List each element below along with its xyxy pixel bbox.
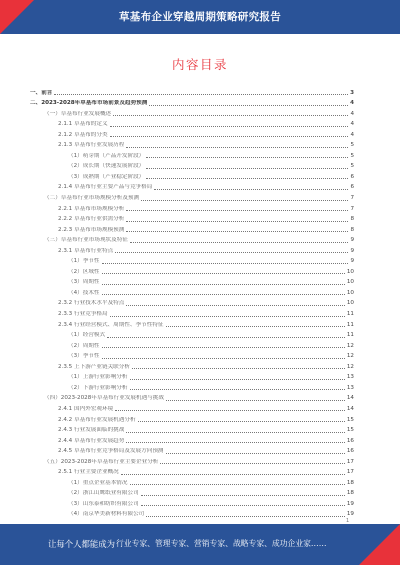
toc-dot-leader xyxy=(166,400,345,401)
toc-entry-text: 2.2.2 草基布行业供需分析 xyxy=(58,216,125,223)
toc-entry-text: 2.2.1 草基布市场规模分析 xyxy=(58,205,125,212)
table-of-contents xyxy=(30,86,354,518)
toc-entry-text: （4）技术性 xyxy=(68,289,100,296)
toc-dot-leader xyxy=(146,168,348,169)
toc-dot-leader xyxy=(126,210,348,211)
toc-entry-page: 9 xyxy=(350,237,354,244)
toc-dot-leader xyxy=(132,368,345,369)
footer-tagline: 行业专家、管理专家、营销专家、战略专家、成功企业家…… xyxy=(116,539,327,548)
toc-entry-page: 18 xyxy=(346,479,354,486)
toc-entry-text: 2.1.4 草基布行业主要产品与竞争格局 xyxy=(58,184,153,191)
toc-entry[interactable] xyxy=(30,265,354,276)
toc-entry[interactable] xyxy=(30,107,354,118)
toc-entry[interactable] xyxy=(30,497,354,508)
toc-entry-page: 11 xyxy=(346,311,354,318)
toc-entry[interactable] xyxy=(30,128,354,139)
toc-entry-text: （4）南京华美新材料有限公司 xyxy=(68,511,145,518)
toc-entry-text: （3）季节性 xyxy=(68,353,100,360)
toc-entry-page: 4 xyxy=(350,121,354,128)
toc-entry-page: 16 xyxy=(346,448,354,455)
header-bar xyxy=(0,0,400,34)
toc-entry[interactable] xyxy=(30,329,354,340)
toc-entry[interactable] xyxy=(30,381,354,392)
toc-entry-page: 7 xyxy=(350,195,354,202)
toc-entry-text: 2.3.5 上下游产业链关联分析 xyxy=(58,363,130,370)
toc-dot-leader xyxy=(126,432,345,433)
toc-entry[interactable] xyxy=(30,413,354,424)
toc-entry[interactable] xyxy=(30,286,354,297)
toc-entry-text: （1）萌芽期（产品开发阶段） xyxy=(68,152,145,159)
toc-dot-leader xyxy=(138,421,345,422)
toc-entry[interactable] xyxy=(30,371,354,382)
toc-entry-page: 12 xyxy=(346,342,354,349)
toc-dot-leader xyxy=(141,505,345,506)
toc-dot-leader xyxy=(166,326,345,327)
toc-entry-text: 二、2023-2028年草基布市场前景及趋势预测 xyxy=(30,100,148,107)
toc-entry-page: 15 xyxy=(346,416,354,423)
toc-entry-text: 2.4.1 国内外宏观环境 xyxy=(58,405,114,412)
toc-dot-leader xyxy=(160,463,344,464)
toc-entry[interactable] xyxy=(30,434,354,445)
toc-dot-leader xyxy=(126,221,348,222)
toc-entry[interactable] xyxy=(30,350,354,361)
toc-entry[interactable] xyxy=(30,213,354,224)
toc-dot-leader xyxy=(121,474,345,475)
toc-entry-text: 2.1.3 草基布行业发展历程 xyxy=(58,142,125,149)
toc-entry[interactable] xyxy=(30,234,354,245)
toc-entry-text: （二）草基布行业市场规模分析及预测 xyxy=(44,195,140,202)
toc-entry-page: 8 xyxy=(350,216,354,223)
toc-entry-text: （3）周期性 xyxy=(68,279,100,286)
toc-dot-leader xyxy=(130,389,345,390)
toc-entry[interactable] xyxy=(30,181,354,192)
toc-entry-text: （3）山东泰和纺织有限公司 xyxy=(68,500,139,507)
toc-dot-leader xyxy=(54,94,348,95)
toc-dot-leader xyxy=(102,284,345,285)
toc-entry-page: 17 xyxy=(346,469,354,476)
toc-entry-page: 4 xyxy=(350,110,354,117)
toc-entry-text: （1）经营模式 xyxy=(68,332,106,339)
toc-entry-page: 17 xyxy=(346,458,354,465)
toc-entry-text: 2.1.2 草基布的分类 xyxy=(58,131,108,138)
toc-entry[interactable] xyxy=(30,360,354,371)
toc-entry-page: 4 xyxy=(350,131,354,138)
toc-dot-leader xyxy=(146,157,348,158)
toc-entry-text: （1）季节性 xyxy=(68,258,100,265)
toc-entry-page: 13 xyxy=(346,374,354,381)
toc-heading: 内容目录 xyxy=(171,57,228,72)
toc-dot-leader xyxy=(141,495,345,496)
toc-entry-text: 2.4.2 草基布行业发展机遇分析 xyxy=(58,416,136,423)
toc-entry[interactable] xyxy=(30,86,354,97)
toc-dot-leader xyxy=(102,347,345,348)
toc-entry-page: 6 xyxy=(350,184,354,191)
toc-dot-leader xyxy=(149,105,348,106)
toc-dot-leader xyxy=(115,410,345,411)
toc-entry-text: 2.5.1 行业主要企业概况 xyxy=(58,469,119,476)
toc-entry-text: （四）2023-2028年草基布行业发展机遇与挑战 xyxy=(44,395,164,402)
toc-dot-leader xyxy=(102,358,345,359)
toc-entry-page: 15 xyxy=(346,427,354,434)
toc-entry[interactable] xyxy=(30,455,354,466)
toc-entry-page: 7 xyxy=(350,205,354,212)
toc-dot-leader xyxy=(110,126,349,127)
toc-entry[interactable] xyxy=(30,118,354,129)
toc-entry-page: 8 xyxy=(350,226,354,233)
toc-entry-page: 4 xyxy=(350,100,354,107)
footer-accent-triangle xyxy=(359,524,400,565)
toc-entry[interactable] xyxy=(30,476,354,487)
toc-dot-leader xyxy=(166,453,345,454)
footer-slogan: 让每个人都能成为 xyxy=(48,539,115,549)
toc-entry-text: （2）成长期（快速发展阶段） xyxy=(68,163,145,170)
toc-entry-text: （1）重点企业基本情况 xyxy=(68,479,128,486)
toc-dot-leader xyxy=(130,242,349,243)
toc-entry-text: （2）周期性 xyxy=(68,342,100,349)
toc-entry-text: （1）上游行业影响分析 xyxy=(68,374,128,381)
toc-entry[interactable] xyxy=(30,255,354,266)
toc-entry-page: 11 xyxy=(346,332,354,339)
toc-entry-page: 12 xyxy=(346,353,354,360)
toc-entry[interactable] xyxy=(30,139,354,150)
toc-entry-page: 3 xyxy=(350,89,354,96)
toc-dot-leader xyxy=(110,316,345,317)
toc-dot-leader xyxy=(126,231,348,232)
toc-dot-leader xyxy=(102,263,349,264)
toc-dot-leader xyxy=(107,337,345,338)
toc-entry-page: 10 xyxy=(346,289,354,296)
toc-dot-leader xyxy=(113,115,348,116)
toc-entry-text: （3）成熟期（产业稳定阶段） xyxy=(68,173,145,180)
toc-entry[interactable] xyxy=(30,392,354,403)
toc-entry[interactable] xyxy=(30,244,354,255)
toc-entry-text: 2.3.4 行业经营模式、周期性、季节性特征 xyxy=(58,321,164,328)
toc-entry-text: 2.1.1 草基布的定义 xyxy=(58,121,108,128)
report-title: 草基布企业穿越周期策略研究报告 xyxy=(119,11,281,23)
toc-entry-text: 2.4.5 草基布行业竞争格局及发展方向预测 xyxy=(58,448,164,455)
toc-entry-page: 14 xyxy=(346,405,354,412)
toc-dot-leader xyxy=(102,294,345,295)
toc-entry-page: 18 xyxy=(346,490,354,497)
toc-entry-page: 19 xyxy=(346,511,354,518)
toc-entry-text: （三）草基布行业市场现状及特征 xyxy=(44,237,128,244)
toc-entry[interactable] xyxy=(30,339,354,350)
toc-entry[interactable] xyxy=(30,160,354,171)
toc-dot-leader xyxy=(154,189,348,190)
toc-entry-text: 2.3.1 草基布行业特点 xyxy=(58,247,114,254)
toc-entry[interactable] xyxy=(30,223,354,234)
toc-entry-text: 2.4.3 行业发展面临的挑战 xyxy=(58,427,125,434)
toc-entry-text: （一）草基布行业发展概述 xyxy=(44,110,112,117)
toc-dot-leader xyxy=(130,379,345,380)
toc-entry-page: 11 xyxy=(346,321,354,328)
toc-entry-page: 6 xyxy=(350,173,354,180)
toc-entry-text: （五）2023-2028年草基布行业主要企业分析 xyxy=(44,458,159,465)
toc-entry[interactable] xyxy=(30,424,354,435)
toc-entry-page: 5 xyxy=(350,152,354,159)
toc-entry-page: 10 xyxy=(346,300,354,307)
toc-entry-page: 10 xyxy=(346,279,354,286)
toc-entry-text: 2.3.3 行业竞争格局 xyxy=(58,311,108,318)
toc-entry-page: 10 xyxy=(346,268,354,275)
toc-entry[interactable] xyxy=(30,318,354,329)
toc-entry-text: 2.4.4 草基布行业发展趋势 xyxy=(58,437,125,444)
toc-dot-leader xyxy=(146,516,345,517)
toc-entry-page: 16 xyxy=(346,437,354,444)
toc-entry-text: （2）区域性 xyxy=(68,268,100,275)
toc-dot-leader xyxy=(102,273,345,274)
toc-entry[interactable] xyxy=(30,191,354,202)
toc-entry[interactable] xyxy=(30,97,354,108)
toc-entry[interactable] xyxy=(30,445,354,456)
toc-entry-page: 5 xyxy=(350,142,354,149)
toc-dot-leader xyxy=(115,252,348,253)
toc-entry-text: 一、前言 xyxy=(30,89,53,96)
toc-dot-leader xyxy=(146,178,348,179)
toc-entry-page: 12 xyxy=(346,363,354,370)
toc-entry-text: 2.2.3 草基布市场规模预测 xyxy=(58,226,125,233)
toc-entry[interactable] xyxy=(30,149,354,160)
toc-dot-leader xyxy=(130,484,345,485)
toc-entry-text: （2）浙江山鹰纸业有限公司 xyxy=(68,490,139,497)
toc-entry-page: 14 xyxy=(346,395,354,402)
toc-entry-page: 19 xyxy=(346,500,354,507)
toc-dot-leader xyxy=(141,200,348,201)
toc-entry[interactable] xyxy=(30,402,354,413)
toc-entry[interactable] xyxy=(30,276,354,287)
toc-entry[interactable] xyxy=(30,202,354,213)
toc-dot-leader xyxy=(126,305,345,306)
toc-dot-leader xyxy=(110,136,349,137)
toc-entry[interactable] xyxy=(30,466,354,477)
toc-dot-leader xyxy=(126,442,345,443)
toc-entry-page: 9 xyxy=(350,258,354,265)
page-number: 1 xyxy=(346,518,350,524)
toc-dot-leader xyxy=(126,147,348,148)
toc-entry-page: 13 xyxy=(346,384,354,391)
toc-entry[interactable] xyxy=(30,487,354,498)
toc-entry[interactable] xyxy=(30,170,354,181)
toc-entry-page: 5 xyxy=(350,163,354,170)
toc-entry-text: 2.3.2 行业技术水平及特点 xyxy=(58,300,125,307)
toc-entry-page: 9 xyxy=(350,247,354,254)
toc-entry[interactable] xyxy=(30,508,354,519)
toc-entry-text: （2）下游行业影响分析 xyxy=(68,384,128,391)
toc-entry[interactable] xyxy=(30,307,354,318)
toc-entry[interactable] xyxy=(30,297,354,308)
